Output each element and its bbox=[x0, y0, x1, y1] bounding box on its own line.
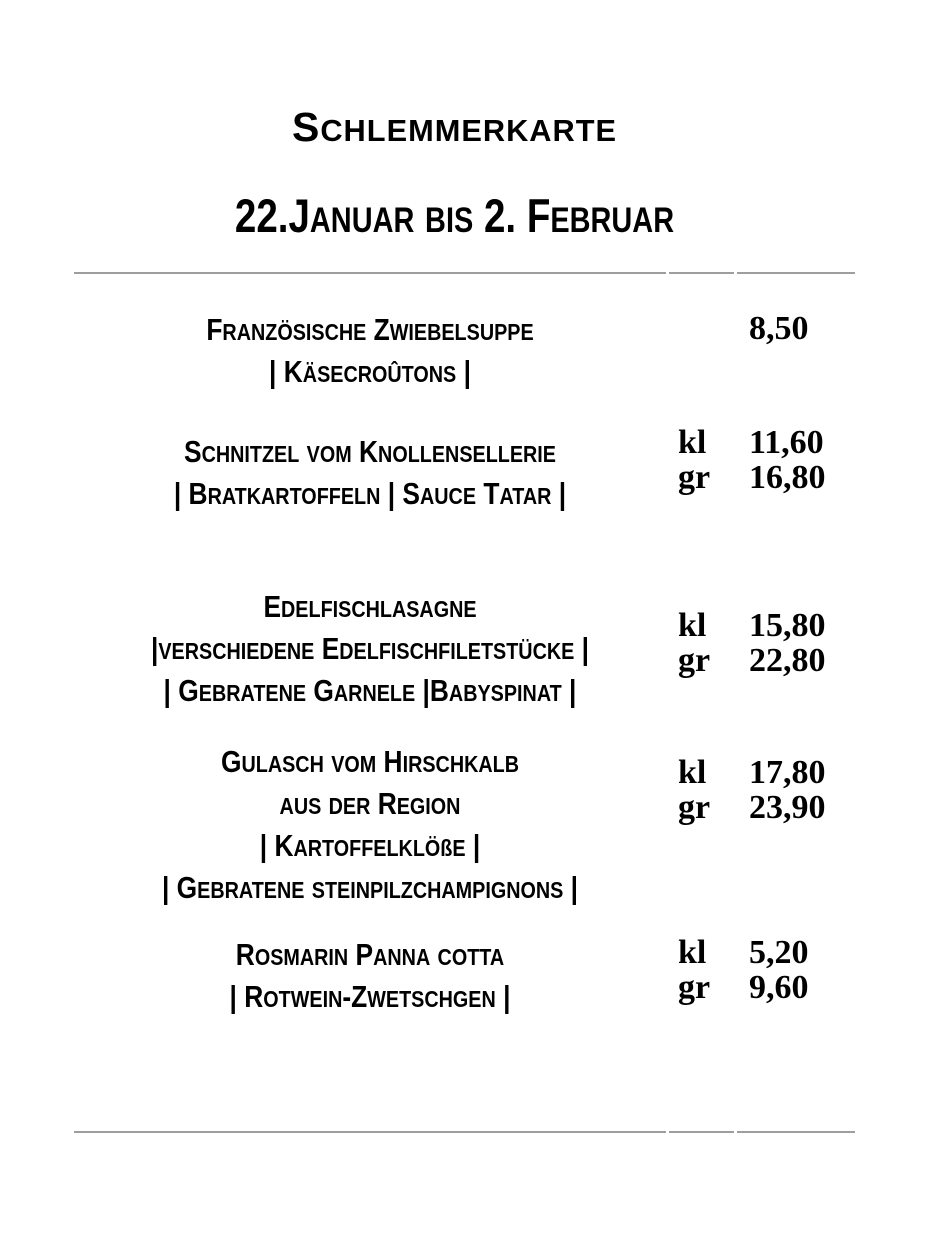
date-range: 22.JANUAR BIS 2. FEBRUAR bbox=[234, 189, 675, 242]
dish-names bbox=[118, 742, 621, 910]
price-row bbox=[678, 970, 809, 1005]
price-amount: 11,60 bbox=[749, 424, 824, 461]
price-row bbox=[678, 935, 809, 970]
size-label: kl bbox=[678, 934, 707, 971]
size-label: gr bbox=[678, 642, 711, 679]
price-row bbox=[678, 460, 826, 495]
dish-name-line: FRANZÖSISCHE ZWIEBELSUPPE bbox=[206, 312, 534, 347]
dish-name-line: EDELFISCHLASAGNE bbox=[263, 589, 477, 624]
divider-gap bbox=[734, 1131, 737, 1133]
price-amount: 15,80 bbox=[749, 607, 826, 644]
price-amount: 8,50 bbox=[749, 310, 809, 347]
price-amount: 17,80 bbox=[749, 754, 826, 791]
dish-prices bbox=[678, 425, 826, 495]
dish-names bbox=[118, 310, 621, 394]
divider-gap bbox=[666, 272, 669, 274]
dish-description-line: | ROTWEIN-ZWETSCHGEN | bbox=[229, 979, 511, 1014]
dish-prices bbox=[678, 311, 809, 346]
size-label: gr bbox=[678, 459, 711, 496]
price-amount: 9,60 bbox=[749, 969, 809, 1006]
price-amount: 23,90 bbox=[749, 789, 826, 826]
dish-description-line: | KARTOFFELKLÖßE | bbox=[259, 828, 481, 863]
size-label: kl bbox=[678, 607, 707, 644]
dish-description-line: | GEBRATENE GARNELE |BABYSPINAT | bbox=[163, 673, 577, 708]
price-row bbox=[678, 755, 826, 790]
divider-gap bbox=[734, 272, 737, 274]
dish-description-line: | BRATKARTOFFELN | SAUCE TATAR | bbox=[173, 476, 567, 511]
top-divider bbox=[74, 272, 855, 274]
size-label: kl bbox=[678, 424, 707, 461]
dish-prices bbox=[678, 935, 809, 1005]
dish-name-line: ROSMARIN PANNA COTTA bbox=[235, 937, 505, 972]
dish-description-line: | KÄSECROÛTONS | bbox=[269, 354, 471, 389]
divider-gap bbox=[666, 1131, 669, 1133]
dish-names bbox=[118, 432, 621, 516]
dish-description-line: |VERSCHIEDENE EDELFISCHFILETSTÜCKE | bbox=[150, 631, 590, 666]
size-label: kl bbox=[678, 754, 707, 791]
dish-names bbox=[118, 935, 621, 1019]
price-row bbox=[678, 425, 826, 460]
price-row bbox=[678, 608, 826, 643]
price-row bbox=[678, 643, 826, 678]
dish-name-line: SCHNITZEL VOM KNOLLENSELLERIE bbox=[183, 434, 556, 469]
bottom-divider bbox=[74, 1131, 855, 1133]
dish-prices bbox=[678, 608, 826, 678]
price-amount: 16,80 bbox=[749, 459, 826, 496]
price-row bbox=[678, 790, 826, 825]
dish-description-line: | GEBRATENE STEINPILZCHAMPIGNONS | bbox=[161, 870, 579, 905]
dish-description-line: AUS DER REGION bbox=[279, 786, 461, 821]
dish-name-line: GULASCH VOM HIRSCHKALB bbox=[220, 744, 520, 779]
dish-prices bbox=[678, 755, 826, 825]
page-title: SCHLEMMERKARTE bbox=[291, 104, 618, 150]
dish-names bbox=[118, 587, 621, 713]
price-amount: 22,80 bbox=[749, 642, 826, 679]
price-row bbox=[678, 311, 809, 346]
price-amount: 5,20 bbox=[749, 934, 809, 971]
size-label: gr bbox=[678, 969, 711, 1006]
size-label: gr bbox=[678, 789, 711, 826]
